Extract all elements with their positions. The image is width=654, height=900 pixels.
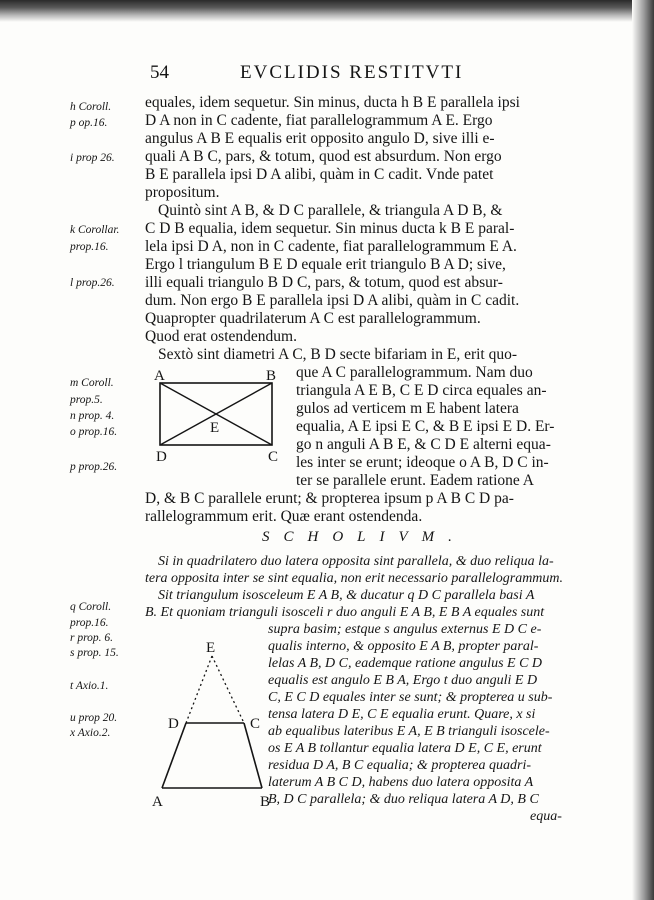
margin-note: p prop.26. (70, 461, 118, 473)
text-line: equales, idem sequetur. Sin minus, ducta h B E parallela ipsi (145, 94, 520, 111)
text-line: go n anguli A B E, & C D E alterni equa- (296, 436, 551, 453)
scholium-line: laterum A B C D, habens duo latera opposita A (268, 775, 534, 790)
margin-note: prop.16. (70, 241, 109, 253)
text-line: illi equali triangulo B D C, pars, & totum, quod est absur- (145, 274, 503, 291)
text-line: lela ipsi D A, non in C cadente, fiat parallelogrammum E A. (145, 238, 517, 255)
fig1-label-a: A (154, 368, 165, 384)
text-line: Sextò sint diametri A C, B D secte bifariam in E, erit quo- (158, 346, 518, 363)
margin-note: m Coroll. (70, 377, 114, 389)
text-line: dum. Non ergo B E parallela ipsi D A alibi, quàm in C cadit. (145, 292, 520, 309)
margin-note: prop.16. (70, 617, 109, 629)
margin-note: i prop 26. (70, 152, 115, 164)
margin-note: t Axio.1. (70, 680, 109, 692)
dotted-side-ec (212, 656, 244, 723)
parallelogram-figure (150, 368, 290, 463)
fig1-label-c: C (268, 449, 279, 465)
text-line: quali A B C, pars, & totum, quod est absurdum. Non ergo (145, 148, 502, 165)
fig2-label-b: B (260, 794, 271, 810)
fig1-label-e: E (210, 420, 220, 436)
scholium-line: B. Et quoniam trianguli isosceli r duo anguli E A B, E B A equales sunt (145, 605, 545, 620)
fig2-label-a: A (152, 794, 163, 810)
text-line: Quod erat ostendendum. (145, 328, 297, 345)
side-da (162, 723, 186, 788)
text-line: rallelogrammum erit. Quæ erant ostendenda. (145, 508, 423, 525)
text-line: triangula A E B, C E D circa equales an- (296, 382, 547, 399)
scholium-line: C, E C D equales inter se sunt; & propterea u sub- (268, 690, 553, 705)
page-right-shadow (632, 0, 654, 900)
page-number: 54 (150, 62, 169, 83)
side-cb (244, 723, 262, 788)
scholium-title: SCHOLIVM. (262, 529, 466, 545)
scholium-line: tera opposita inter se sint equalia, non erit necessario parallelogrammum. (145, 571, 564, 586)
page-top-shadow (0, 0, 654, 22)
scholium-line: qualis interno, & opposito E A B, propter paral- (268, 639, 539, 654)
catchword: equa- (530, 809, 562, 824)
text-line: les inter se erunt; ideoque o A B, D C in- (296, 454, 549, 471)
trapezoid-figure (150, 638, 280, 813)
text-line: propositum. (145, 184, 220, 201)
scholium-line: B, D C parallela; & duo reliqua latera A D, B C (268, 792, 539, 807)
scholium-line: Si in quadrilatero duo latera opposita sint parallela, & duo reliqua la- (158, 554, 554, 569)
margin-note: p op.16. (70, 117, 108, 129)
running-head: EVCLIDIS RESTITVTI (240, 62, 464, 83)
scholium-line: supra basim; estque s angulus externus E D C e- (268, 622, 542, 637)
margin-note: h Coroll. (70, 101, 112, 113)
text-line: gulos ad verticem m E habent latera (296, 400, 519, 417)
margin-note: r prop. 6. (70, 632, 114, 644)
margin-note: o prop.16. (70, 426, 118, 438)
text-line: D A non in C cadente, fiat parallelogrammum A E. Ergo (145, 112, 493, 129)
scholium-line: Sit triangulum isosceleum E A B, & ducatur q D C parallela basi A (158, 588, 535, 603)
fig2-label-d: D (168, 716, 179, 732)
scholium-line: ab equalibus lateribus E A, E B trianguli isoscele- (268, 724, 550, 739)
margin-note: u prop 20. (70, 712, 118, 724)
margin-note: q Coroll. (70, 601, 112, 613)
text-line: angulus A B E equalis erit opposito angulo D, sive illi e- (145, 130, 495, 147)
scholium-line: os E A B tollantur equalia latera D E, C E, erunt (268, 741, 542, 756)
margin-note: x Axio.2. (70, 727, 111, 739)
margin-note: s prop. 15. (70, 647, 119, 659)
scholium-line: tensa latera D E, C E equalia erunt. Quare, x si (268, 707, 536, 722)
text-line: Quintò sint A B, & D C parallele, & triangula A D B, & (158, 202, 503, 219)
scholium-line: equalis est angulo E B A, Ergo t duo anguli E D (268, 673, 538, 688)
text-line: C D B equalia, idem sequetur. Sin minus ducta k B E paral- (145, 220, 515, 237)
dotted-side-ed (186, 656, 212, 723)
margin-note: n prop. 4. (70, 410, 115, 422)
fig1-label-b: B (266, 368, 277, 384)
text-line: equalia, A E ipsi E C, & B E ipsi E D. Er- (296, 418, 555, 435)
fig2-label-c: C (250, 716, 261, 732)
margin-note: k Corollar. (70, 224, 120, 236)
text-line: Quapropter quadrilaterum A C est parallelogrammum. (145, 310, 481, 327)
text-line: ter se parallele erunt. Eadem ratione A (296, 472, 534, 489)
text-line: que A C parallelogrammum. Nam duo (296, 364, 533, 381)
text-line: Ergo l triangulum B E D equale erit triangulo B A D; sive, (145, 256, 506, 273)
scholium-line: residua D A, B C equalia; & propterea quadri- (268, 758, 531, 773)
text-line: D, & B C parallele erunt; & propterea ipsum p A B C D pa- (145, 490, 514, 507)
fig1-label-d: D (156, 449, 167, 465)
scholium-line: lelas A B, D C, eademque ratione angulus E C D (268, 656, 543, 671)
margin-note: l prop.26. (70, 277, 115, 289)
margin-note: prop.5. (70, 394, 103, 406)
fig2-label-e: E (206, 640, 216, 656)
text-line: B E parallela ipsi D A alibi, quàm in C cadit. Vnde patet (145, 166, 494, 183)
